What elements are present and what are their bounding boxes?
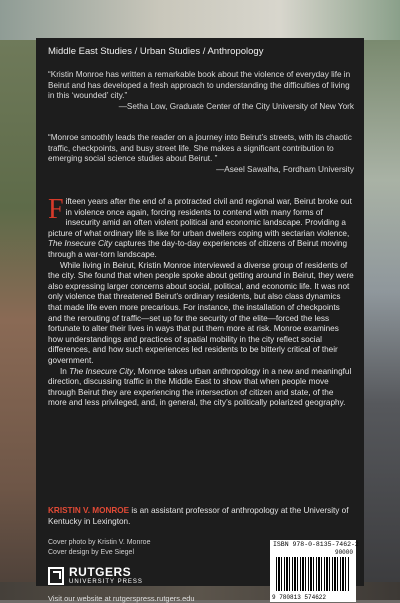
publisher-subname: UNIVERSITY PRESS bbox=[69, 579, 143, 585]
endorsement-quote-1 bbox=[48, 70, 354, 112]
quote-text: “Kristin Monroe has written a remarkable book about the violence of everyday life in Beirut and has developed a fresh approach to understanding the difficulties of living in this ‘wounded’ city.” bbox=[48, 70, 351, 101]
quote-attribution: —Aseel Sawalha, Fordham University bbox=[216, 164, 354, 174]
book-description bbox=[48, 194, 354, 409]
design-credit: Cover design by Eve Siegel bbox=[48, 548, 134, 556]
drop-cap: F bbox=[48, 194, 64, 225]
description-paragraph-1 bbox=[48, 194, 354, 261]
photo-sky bbox=[0, 0, 400, 42]
endorsement-quote-2 bbox=[48, 133, 354, 175]
author-name: KRISTIN V. MONROE bbox=[48, 506, 130, 515]
description-paragraph-3 bbox=[48, 367, 354, 409]
description-paragraph-2: While living in Beirut, Kristin Monroe interviewed a diverse group of residents of the city. She found that when people spoke about getting around in Beirut, they were also expressing larger concerns about social, political, and economic life. It was not only violence that threatened Beirut’s ordinary residents, but also class dynamics that made life even more precarious. For instance, the installation of checkpoints and the rerouting of traffic—set up for the security of the elite—forced the less fortunate to alter their lives in ways that put them more at risk. Monroe examines how understandings and practices of spatial mobility in the city reflect social differences, and how such experiences led residents to be bitterly critical of their government. bbox=[48, 260, 354, 365]
publisher-logo bbox=[48, 566, 143, 586]
author-bio-text: is an assistant professor of anthropology at the University of Kentucky in Lexington. bbox=[48, 506, 349, 526]
barcode-bars bbox=[276, 557, 350, 591]
publisher-website: Visit our website at rutgerspress.rutgers.edu bbox=[48, 594, 195, 603]
price-code: 90000 bbox=[334, 549, 353, 556]
cover-credits bbox=[48, 538, 150, 557]
author-bio bbox=[48, 506, 354, 527]
book-title: The Insecure City bbox=[69, 366, 134, 376]
paragraph-text: captures the day-to-day experiences of citizens of Beirut moving through a war-torn landscape. bbox=[48, 239, 347, 259]
isbn-number: ISBN 978-0-8135-7462-2 bbox=[273, 541, 359, 548]
subject-category: Middle East Studies / Urban Studies / Anthropology bbox=[48, 46, 264, 57]
photo-credit: Cover photo by Kristin V. Monroe bbox=[48, 539, 151, 546]
paragraph-text: ifteen years after the end of a protracted civil and regional war, Beirut broke out in violence once again, forcing residents to contend with many forms of insecurity amid an often violent political and economic landscape. Providing a picture of what ordinary life is like for urban dwellers coping with sectarian violence, bbox=[48, 197, 352, 238]
barcode-digits: 9 780813 574622 bbox=[272, 594, 327, 601]
rutgers-logo-icon bbox=[48, 567, 64, 585]
photo-right-cars bbox=[364, 40, 400, 600]
back-cover-panel bbox=[36, 38, 364, 603]
quote-attribution: —Setha Low, Graduate Center of the City University of New York bbox=[118, 101, 354, 111]
publisher-name: RUTGERS bbox=[69, 565, 132, 579]
publisher-name-block bbox=[69, 566, 143, 586]
book-title: The Insecure City bbox=[48, 239, 113, 249]
photo-left-street bbox=[0, 40, 36, 600]
isbn-barcode bbox=[270, 540, 359, 602]
paragraph-text: , Monroe takes urban anthropology in a new and meaningful direction, discussing traffic in the Middle East to show that when people move through Beirut they are experiencing the intersection of citizen and state, of the more and less privileged, and, in general, the city’s politically polarized geography. bbox=[48, 366, 352, 408]
paragraph-text: In bbox=[60, 366, 70, 376]
quote-text: “Monroe smoothly leads the reader on a journey into Beirut’s streets, with its chaotic traffic, checkpoints, and busy street life. She makes a significant contribution to emerging social science studies about Beirut. ” bbox=[48, 133, 352, 164]
